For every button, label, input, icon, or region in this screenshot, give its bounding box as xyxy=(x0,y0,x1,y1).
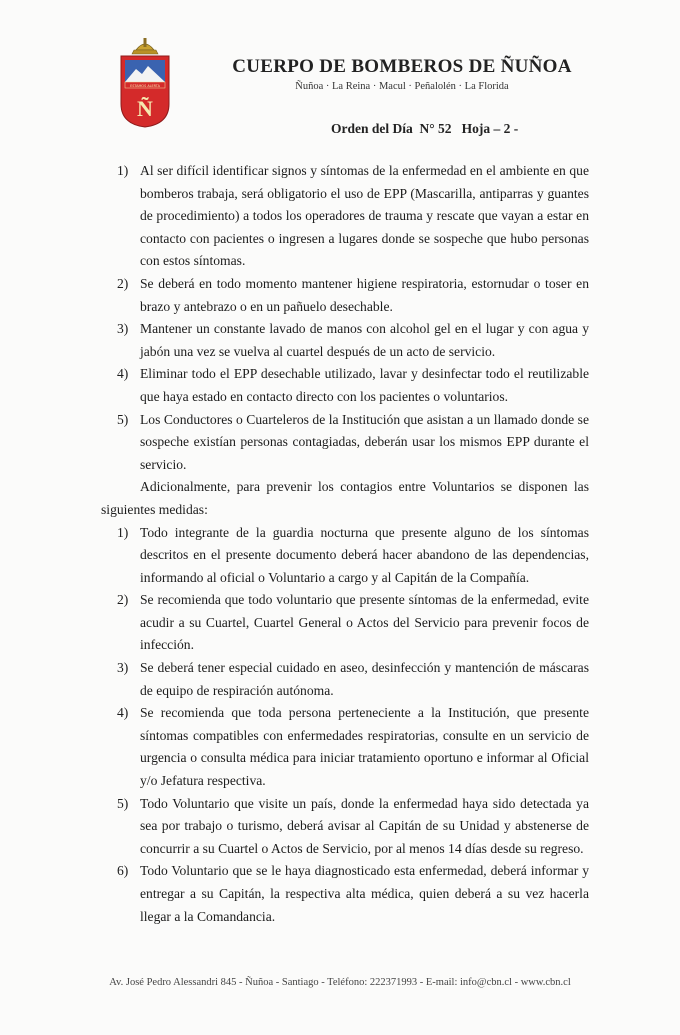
list-item xyxy=(0,589,680,657)
intro-paragraph: Adicionalmente, para prevenir los contagios entre Voluntarios se disponen las siguientes medidas: xyxy=(101,479,589,517)
list-item xyxy=(0,363,680,408)
list-item-number: 4) xyxy=(117,705,129,721)
order-of-day-heading: Orden del Día N° 52 Hoja – 2 - xyxy=(331,121,519,136)
crest-motto: ESTAMOS ALERTA xyxy=(130,83,160,88)
list-item-text: Se deberá tener especial cuidado en aseo, desinfección y mantención de máscaras de equipo de respiración autónoma. xyxy=(140,660,589,698)
list-item-text: Al ser difícil identificar signos y síntomas de la enfermedad en el ambiente en que bomberos trabaja, será obligatorio el uso de EPP (Mascarilla, antiparras y guantes de procedimiento) a todos los operadores de trauma y rescate que vayan a estar en contacto con pacientes o ingresen a lugares donde se sospeche que hubo personas con estos síntomas. xyxy=(140,163,589,269)
list-item xyxy=(0,702,680,792)
list-item-number: 3) xyxy=(117,660,129,676)
measures-list-epp xyxy=(0,160,680,476)
organization-communes: Ñuñoa · La Reina · Macul · Peñalolén · La Florida xyxy=(295,81,509,92)
list-item-number: 1) xyxy=(117,524,129,540)
list-item-number: 3) xyxy=(117,321,129,337)
measures-list-volunteers xyxy=(0,522,680,929)
list-item xyxy=(0,657,680,702)
list-item xyxy=(0,160,680,273)
footer-contact: Av. José Pedro Alessandri 845 - Ñuñoa - Santiago - Teléfono: 222371993 - E-mail: info@cbn.cl - www.cbn.cl xyxy=(109,977,571,988)
crest-letter: Ñ xyxy=(137,96,153,121)
list-item-number: 5) xyxy=(117,411,129,427)
list-item-text: Todo Voluntario que se le haya diagnosticado esta enfermedad, deberá informar y entregar a su Capitán, la respectiva alta médica, quien deberá a su vez hacerla llegar a la Comandancia. xyxy=(140,863,589,924)
list-item-text: Todo integrante de la guardia nocturna que presente alguno de los síntomas descritos en el presente documento deberá hacer abandono de las dependencias, informando al oficial o Voluntario a cargo y al Capitán de la Compañía. xyxy=(140,524,589,585)
list-item-text: Mantener un constante lavado de manos con alcohol gel en el lugar y con agua y jabón una vez se vuelva al cuartel después de un acto de servicio. xyxy=(140,321,589,359)
list-item-number: 2) xyxy=(117,275,129,291)
list-item xyxy=(0,860,680,928)
list-item xyxy=(0,273,680,318)
list-item-text: Todo Voluntario que visite un país, donde la enfermedad haya sido detectada ya sea por trabajo o turismo, deberá avisar al Capitán de su Unidad y abstenerse de concurrir a su Cuartel o Actos de Servicio, por al menos 14 días desde su regreso. xyxy=(140,795,589,856)
list-item xyxy=(0,522,680,590)
institution-crest-logo xyxy=(118,36,172,128)
list-item xyxy=(0,793,680,861)
crest-crown xyxy=(132,38,158,54)
list-item-number: 1) xyxy=(117,163,129,178)
list-item-text: Los Conductores o Cuarteleros de la Institución que asistan a un llamado donde se sospeche existían personas contagiadas, deberán usar los mismos EPP durante el servicio. xyxy=(140,411,589,472)
list-item-number: 5) xyxy=(117,795,129,811)
list-item-number: 6) xyxy=(117,863,129,879)
list-item-text: Se deberá en todo momento mantener higiene respiratoria, estornudar o toser en brazo y antebrazo o en un pañuelo desechable. xyxy=(140,275,589,314)
list-item-number: 4) xyxy=(117,366,129,382)
list-item-number: 2) xyxy=(117,592,129,608)
list-item xyxy=(0,409,680,477)
list-item-text: Se recomienda que todo voluntario que presente síntomas de la enfermedad, evite acudir a su Cuartel, Cuartel General o Actos del Servicio para prevenir focos de infección. xyxy=(140,592,589,653)
list-item-text: Eliminar todo el EPP desechable utilizado, lavar y desinfectar todo el reutilizable que haya estado en contacto directo con los pacientes o voluntarios. xyxy=(140,366,589,404)
list-item xyxy=(0,318,680,363)
organization-name: CUERPO DE BOMBEROS DE ÑUÑOA xyxy=(232,56,572,77)
list-item-text: Se recomienda que toda persona perteneciente a la Institución, que presente síntomas compatibles con enfermedades respiratorias, consulte en un servicio de urgencia o consulta médica para iniciar tratamiento oportuno e informar al Oficial y/o Jefatura respectiva. xyxy=(140,705,589,789)
document-body xyxy=(0,160,680,928)
